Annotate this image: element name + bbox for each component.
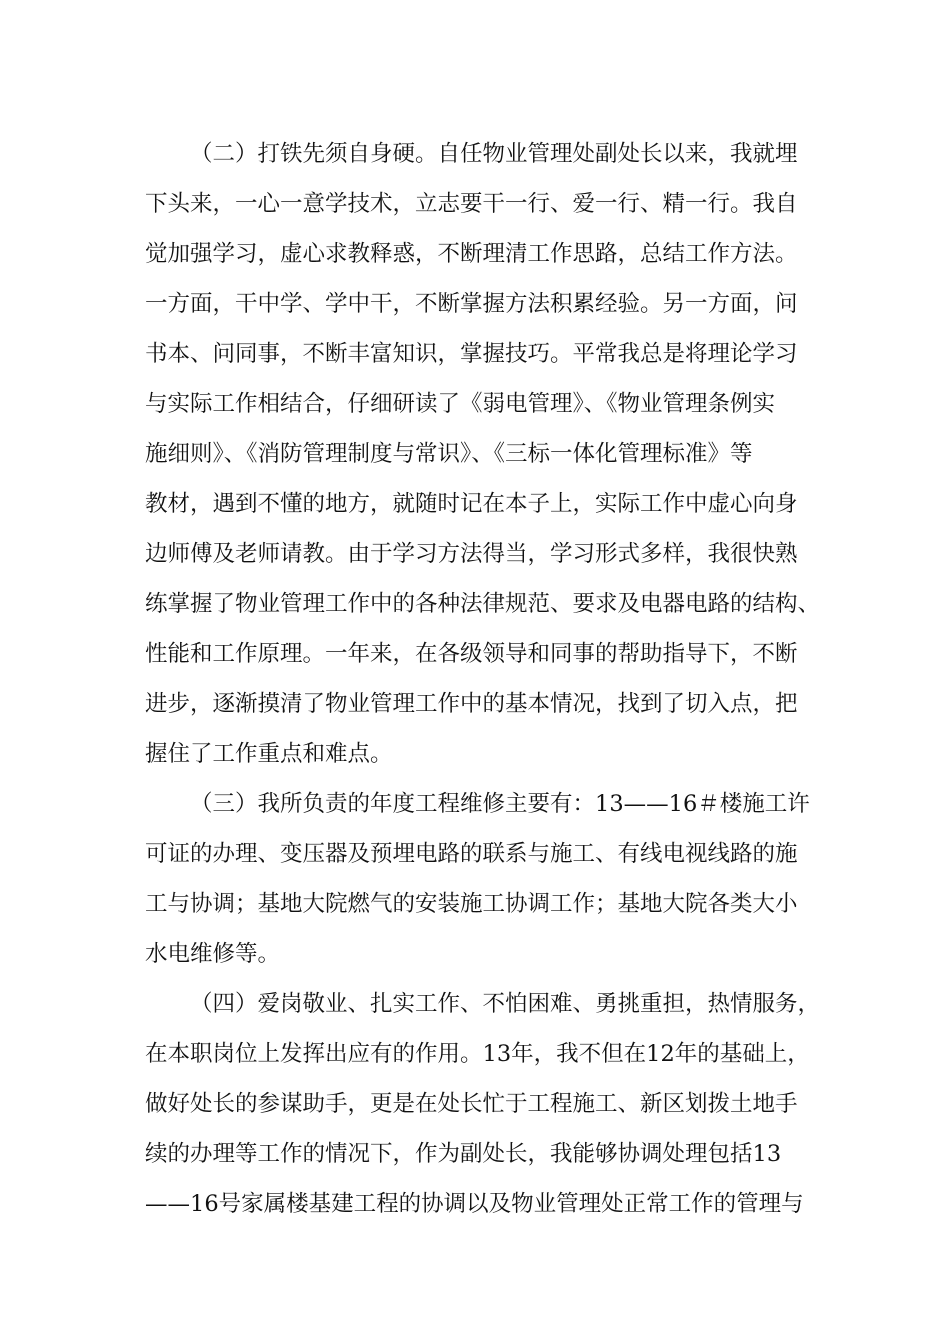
paragraph-2-line-12: 进步，逐渐摸清了物业管理工作中的基本情况，找到了切入点，把 — [145, 691, 798, 717]
paragraph-2-line-5: 书本、问同事，不断丰富知识，掌握技巧。平常我总是将理论学习 — [145, 341, 798, 367]
paragraph-4-line-5: ——16号家属楼基建工程的协调以及物业管理处正常工作的管理与 — [145, 1191, 804, 1217]
paragraph-2-line-3: 觉加强学习，虚心求教释惑，不断理清工作思路，总结工作方法。 — [145, 241, 798, 267]
paragraph-2-line-1: （二）打铁先须自身硬。自任物业管理处副处长以来，我就埋 — [190, 141, 798, 167]
paragraph-4-line-4: 续的办理等工作的情况下，作为副处长，我能够协调处理包括13 — [145, 1141, 782, 1167]
paragraph-3-line-2: 可证的办理、变压器及预埋电路的联系与施工、有线电视线路的施 — [145, 841, 798, 867]
paragraph-4-line-2: 在本职岗位上发挥出应有的作用。13年，我不但在12年的基础上， — [145, 1041, 810, 1067]
paragraph-2-line-9: 边师傅及老师请教。由于学习方法得当，学习形式多样，我很快熟 — [145, 541, 798, 567]
paragraph-2-line-13: 握住了工作重点和难点。 — [145, 741, 393, 767]
paragraph-2-line-10: 练掌握了物业管理工作中的各种法律规范、要求及电器电路的结构、 — [145, 591, 821, 617]
paragraph-4-line-3: 做好处长的参谋助手，更是在处长忙于工程施工、新区划拨土地手 — [145, 1091, 798, 1117]
paragraph-3-line-4: 水电维修等。 — [145, 941, 281, 967]
paragraph-2-line-11: 性能和工作原理。一年来，在各级领导和同事的帮助指导下，不断 — [145, 641, 798, 667]
paragraph-3-line-1: （三）我所负责的年度工程维修主要有：13——16＃楼施工许 — [190, 791, 810, 817]
paragraph-2-line-2: 下头来，一心一意学技术，立志要干一行、爱一行、精一行。我自 — [145, 191, 798, 217]
paragraph-2-line-6: 与实际工作相结合，仔细研读了《弱电管理》、《物业管理条例实 — [145, 391, 776, 417]
paragraph-2-line-8: 教材，遇到不懂的地方，就随时记在本子上，实际工作中虚心向身 — [145, 491, 798, 517]
paragraph-2-line-7: 施细则》、《消防管理制度与常识》、《三标一体化管理标准》等 — [145, 441, 753, 467]
paragraph-2-line-4: 一方面，干中学、学中干，不断掌握方法积累经验。另一方面，问 — [145, 291, 798, 317]
paragraph-4-line-1: （四）爱岗敬业、扎实工作、不怕困难、勇挑重担，热情服务， — [190, 991, 821, 1017]
paragraph-3-line-3: 工与协调；基地大院燃气的安装施工协调工作；基地大院各类大小 — [145, 891, 798, 917]
